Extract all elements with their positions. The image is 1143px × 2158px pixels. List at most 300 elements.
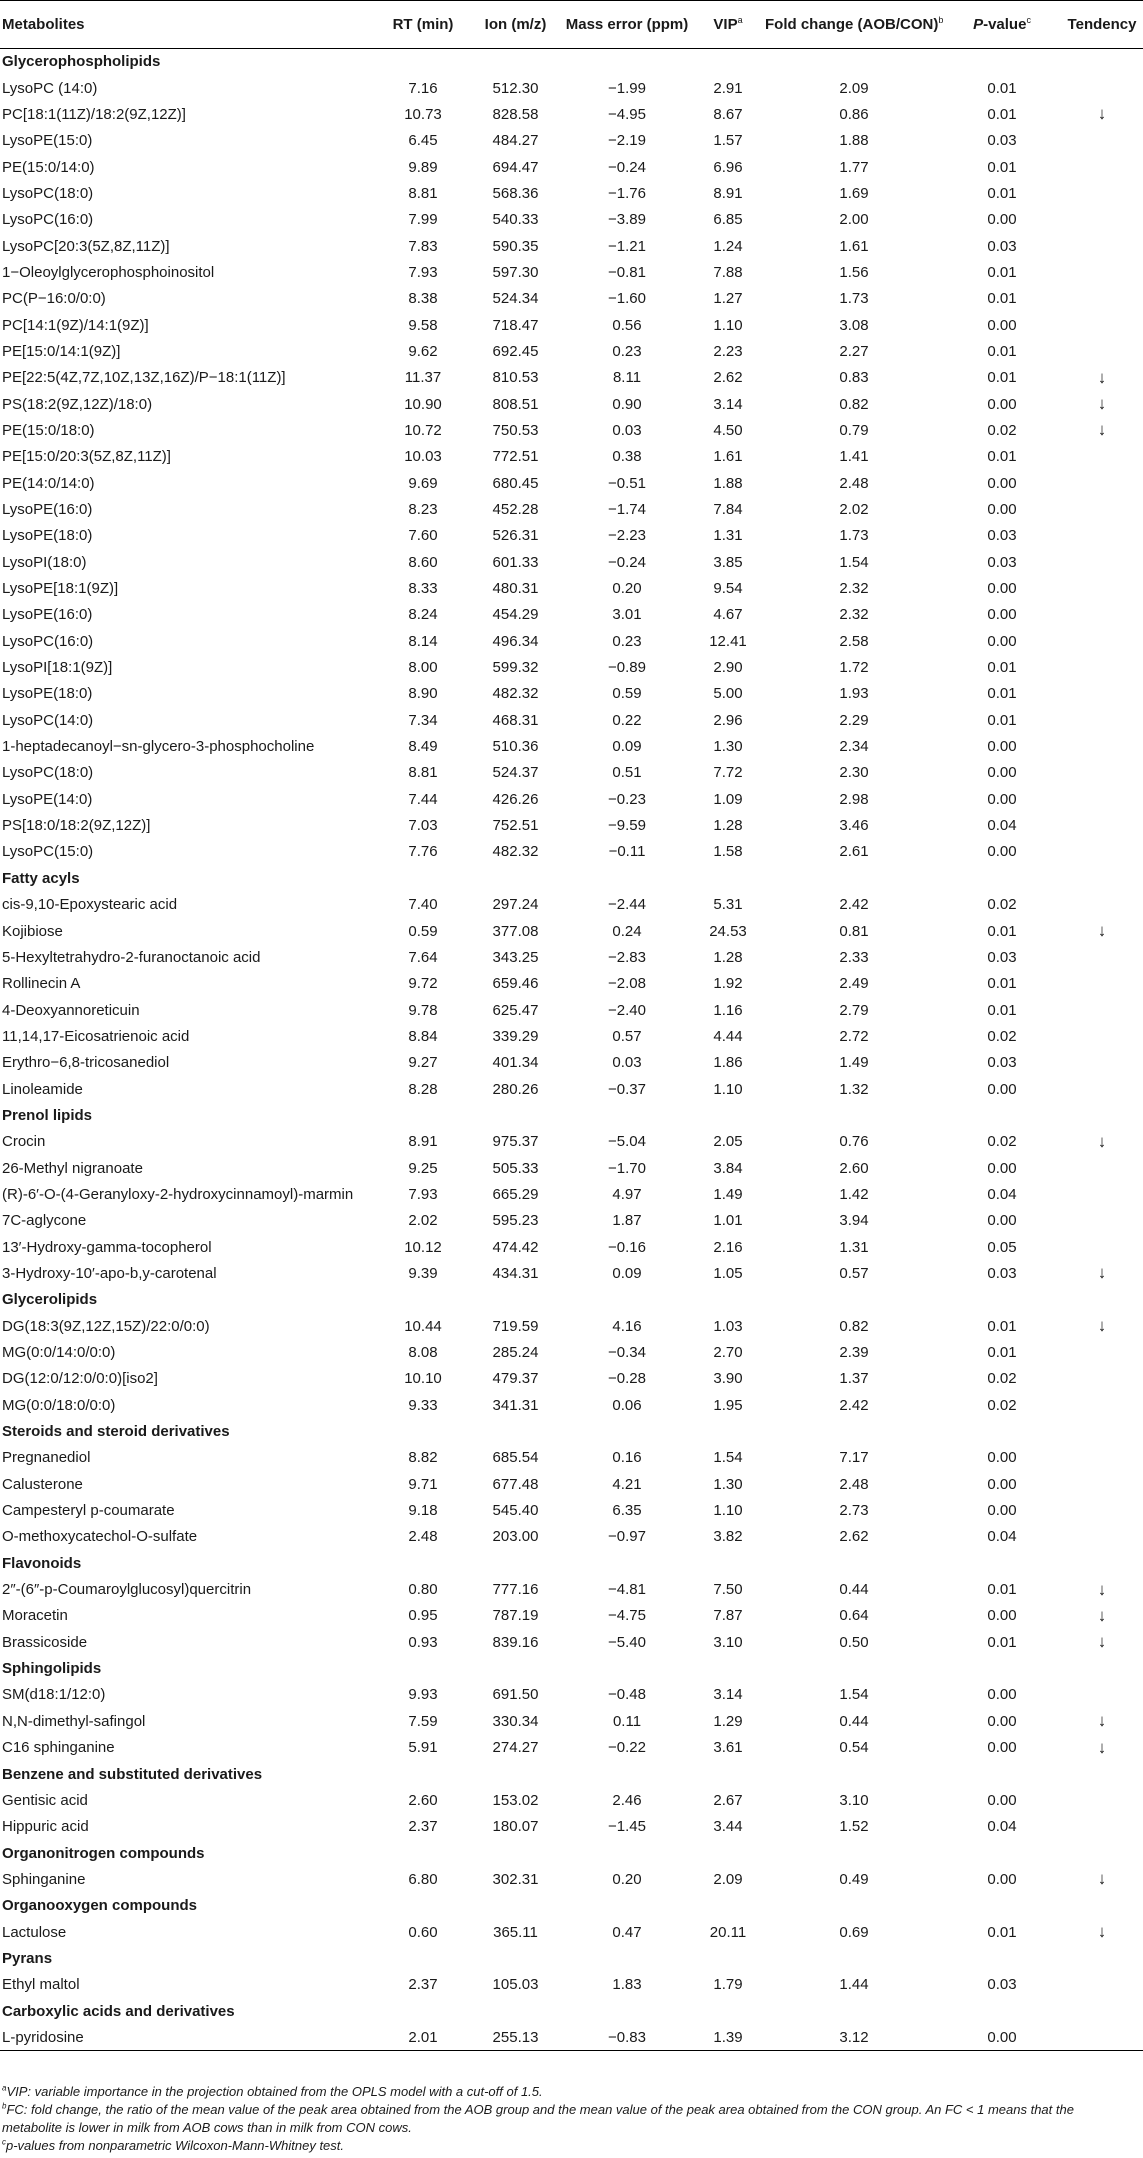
table-row <box>0 760 1143 786</box>
vip-cell: 1.24 <box>713 237 743 255</box>
metabolite-name-cell: 7C-aglycone <box>2 1212 87 1230</box>
metabolite-name-cell: Campesteryl p-coumarate <box>2 1502 175 1520</box>
tendency-cell <box>1061 1076 1143 1102</box>
ion-cell: 484.27 <box>492 132 539 150</box>
header-p-value-italic: P <box>973 16 984 33</box>
group-name: Steroids and steroid derivatives <box>2 1423 230 1441</box>
table-row <box>0 1603 1143 1629</box>
vip-cell: 7.87 <box>713 1607 743 1625</box>
vip-cell: 1.10 <box>713 1080 743 1098</box>
rt-cell: 9.25 <box>408 1159 438 1177</box>
p-value-cell: 0.01 <box>987 79 1017 97</box>
mass-error-cell: 0.57 <box>612 1027 642 1045</box>
header-mass-error: Mass error (ppm) <box>563 1 691 49</box>
vip-cell: 20.11 <box>709 1923 747 1941</box>
vip-cell: 1.28 <box>713 948 743 966</box>
table-row <box>0 1471 1143 1497</box>
mass-error-cell: −0.23 <box>608 790 646 808</box>
ion-cell: 601.33 <box>492 553 539 571</box>
tendency-cell <box>1061 549 1143 575</box>
vip-cell: 3.90 <box>713 1370 743 1388</box>
rt-cell: 7.93 <box>408 1185 438 1203</box>
table-row <box>0 654 1143 680</box>
fold-change-cell: 2.29 <box>839 711 869 729</box>
fold-change-cell: 2.32 <box>839 606 869 624</box>
tendency-cell: ↓ <box>1097 367 1107 387</box>
mass-error-cell: −0.28 <box>608 1370 646 1388</box>
mass-error-cell: −1.70 <box>608 1159 646 1177</box>
rt-cell: 8.08 <box>408 1344 438 1362</box>
ion-cell: 680.45 <box>492 474 539 492</box>
ion-cell: 343.25 <box>492 948 539 966</box>
table-row <box>0 233 1143 259</box>
vip-cell: 1.88 <box>713 474 743 492</box>
p-value-cell: 0.01 <box>987 1633 1017 1651</box>
table-row <box>0 1234 1143 1260</box>
metabolite-name-cell: LysoPE(15:0) <box>2 132 93 150</box>
mass-error-cell: 0.09 <box>612 738 642 756</box>
fold-change-cell: 2.09 <box>839 79 869 97</box>
table-row <box>0 101 1143 127</box>
mass-error-cell: −0.16 <box>608 1238 646 1256</box>
vip-cell: 1.30 <box>713 738 743 756</box>
rt-cell: 8.60 <box>408 553 438 571</box>
mass-error-cell: 3.01 <box>612 606 642 624</box>
fold-change-cell: 0.44 <box>839 1712 869 1730</box>
rt-cell: 0.60 <box>408 1923 438 1941</box>
footnote-text: p-values from nonparametric Wilcoxon-Mann-Whitney test. <box>6 2138 345 2153</box>
fold-change-cell: 1.37 <box>839 1370 869 1388</box>
p-value-cell: 0.00 <box>987 1791 1017 1809</box>
metabolite-name-cell: cis-9,10-Epoxystearic acid <box>2 896 178 914</box>
metabolite-name-cell: Gentisic acid <box>2 1791 88 1809</box>
mass-error-cell: −1.21 <box>608 237 646 255</box>
ion-cell: 426.26 <box>492 790 539 808</box>
tendency-cell <box>1061 971 1143 997</box>
ion-cell: 479.37 <box>492 1370 539 1388</box>
p-value-cell: 0.04 <box>987 1528 1017 1546</box>
p-value-cell: 0.01 <box>987 922 1017 940</box>
metabolite-name-cell: 5-Hexyltetrahydro-2-furanoctanoic acid <box>2 948 261 966</box>
table-row <box>0 496 1143 522</box>
tendency-cell <box>1061 1524 1143 1550</box>
group-header-row <box>0 1761 1143 1787</box>
tendency-cell <box>1061 892 1143 918</box>
rt-cell: 7.40 <box>408 896 438 914</box>
group-header-row <box>0 1102 1143 1128</box>
rt-cell: 10.12 <box>404 1238 442 1256</box>
metabolite-name-cell: LysoPC[20:3(5Z,8Z,11Z)] <box>2 237 170 255</box>
ion-cell: 526.31 <box>492 527 539 545</box>
mass-error-cell: −2.08 <box>608 975 646 993</box>
ion-cell: 545.40 <box>492 1502 539 1520</box>
rt-cell: 9.89 <box>408 158 438 176</box>
vip-cell: 8.67 <box>713 105 743 123</box>
metabolite-name-cell: PE[15:0/20:3(5Z,8Z,11Z)] <box>2 448 171 466</box>
mass-error-cell: −0.97 <box>608 1528 646 1546</box>
footnote-marker: c <box>2 2137 6 2147</box>
ion-cell: 480.31 <box>492 580 539 598</box>
group-name: Organonitrogen compounds <box>2 1844 205 1862</box>
vip-cell: 1.61 <box>713 448 743 466</box>
p-value-cell: 0.01 <box>987 711 1017 729</box>
mass-error-cell: −0.34 <box>608 1344 646 1362</box>
mass-error-cell: −1.45 <box>608 1818 646 1836</box>
rt-cell: 7.64 <box>408 948 438 966</box>
rt-cell: 2.37 <box>408 1818 438 1836</box>
vip-cell: 12.41 <box>709 632 747 650</box>
header-vip-label: VIP <box>713 16 738 33</box>
mass-error-cell: −2.40 <box>608 1001 646 1019</box>
fold-change-cell: 7.17 <box>839 1449 869 1467</box>
p-value-cell: 0.02 <box>987 1133 1017 1151</box>
vip-cell: 5.00 <box>713 685 743 703</box>
table-row <box>0 839 1143 865</box>
table-row <box>0 1260 1143 1286</box>
tendency-cell <box>1061 154 1143 180</box>
tendency-cell <box>1061 1682 1143 1708</box>
ion-cell: 599.32 <box>492 659 539 677</box>
table-body <box>0 49 1143 2051</box>
vip-cell: 1.09 <box>713 790 743 808</box>
p-value-cell: 0.00 <box>987 395 1017 413</box>
rt-cell: 8.38 <box>408 290 438 308</box>
rt-cell: 9.93 <box>408 1686 438 1704</box>
tendency-cell: ↓ <box>1097 1632 1107 1652</box>
fold-change-cell: 0.83 <box>839 369 869 387</box>
ion-cell: 597.30 <box>492 263 539 281</box>
metabolite-name-cell: Calusterone <box>2 1475 83 1493</box>
table-row <box>0 444 1143 470</box>
header-ion: Ion (m/z) <box>468 1 563 49</box>
vip-cell: 2.23 <box>713 342 743 360</box>
tendency-cell <box>1061 602 1143 628</box>
metabolite-name-cell: Lactulose <box>2 1923 67 1941</box>
metabolite-name-cell: N,N-dimethyl-safingol <box>2 1712 146 1730</box>
metabolite-name-cell: PE(14:0/14:0) <box>2 474 95 492</box>
group-header-row <box>0 1893 1143 1919</box>
mass-error-cell: 0.56 <box>612 316 642 334</box>
table-row <box>0 707 1143 733</box>
metabolite-name-cell: 2″-(6″-p-Coumaroylglucosyl)quercitrin <box>2 1581 252 1599</box>
p-value-cell: 0.00 <box>987 1607 1017 1625</box>
p-value-cell: 0.00 <box>987 474 1017 492</box>
ion-cell: 496.34 <box>492 632 539 650</box>
rt-cell: 8.49 <box>408 738 438 756</box>
rt-cell: 7.99 <box>408 211 438 229</box>
ion-cell: 454.29 <box>492 606 539 624</box>
ion-cell: 401.34 <box>492 1054 539 1072</box>
p-value-cell: 0.05 <box>987 1238 1017 1256</box>
mass-error-cell: 4.16 <box>612 1317 642 1335</box>
mass-error-cell: 6.35 <box>612 1502 642 1520</box>
tendency-cell <box>1061 1181 1143 1207</box>
vip-cell: 1.27 <box>713 290 743 308</box>
vip-cell: 7.50 <box>713 1581 743 1599</box>
ion-cell: 524.34 <box>492 290 539 308</box>
tendency-cell <box>1061 1471 1143 1497</box>
fold-change-cell: 1.88 <box>839 132 869 150</box>
tendency-cell <box>1061 1366 1143 1392</box>
table-row <box>0 365 1143 391</box>
header-rt: RT (min) <box>378 1 468 49</box>
group-name: Benzene and substituted derivatives <box>2 1765 263 1783</box>
p-value-cell: 0.01 <box>987 1581 1017 1599</box>
p-value-cell: 0.00 <box>987 1870 1017 1888</box>
fold-change-cell: 0.49 <box>839 1870 869 1888</box>
fold-change-cell: 0.44 <box>839 1581 869 1599</box>
ion-cell: 808.51 <box>492 395 539 413</box>
table-row <box>0 1576 1143 1602</box>
footnotes <box>2 2083 1122 2155</box>
metabolite-name-cell: PC[18:1(11Z)/18:2(9Z,12Z)] <box>2 105 186 123</box>
group-header-row <box>0 865 1143 891</box>
mass-error-cell: −9.59 <box>608 817 646 835</box>
p-value-cell: 0.00 <box>987 501 1017 519</box>
metabolite-name-cell: L-pyridosine <box>0 2024 378 2050</box>
rt-cell: 9.18 <box>408 1502 438 1520</box>
table-row <box>0 1392 1143 1418</box>
rt-cell: 2.60 <box>408 1791 438 1809</box>
table-row <box>0 75 1143 101</box>
fold-change-cell: 0.76 <box>839 1133 869 1151</box>
vip-cell: 1.05 <box>713 1264 743 1282</box>
group-header-row <box>0 1418 1143 1444</box>
p-value-cell: 0.03 <box>987 1976 1017 1994</box>
tendency-cell: ↓ <box>1097 1316 1107 1336</box>
metabolite-name-cell: PE[22:5(4Z,7Z,10Z,13Z,16Z)/P−18:1(11Z)] <box>2 369 286 387</box>
vip-cell: 1.58 <box>713 843 743 861</box>
tendency-cell: ↓ <box>1097 1922 1107 1942</box>
vip-cell: 1.39 <box>691 2024 765 2050</box>
metabolite-name-cell: Moracetin <box>2 1607 68 1625</box>
ion-cell: 377.08 <box>492 922 539 940</box>
p-value-cell: 0.01 <box>987 448 1017 466</box>
fold-change-cell: 1.32 <box>839 1080 869 1098</box>
ion-cell: 285.24 <box>492 1344 539 1362</box>
ion-cell: 512.30 <box>492 79 539 97</box>
mass-error-cell: 0.24 <box>612 922 642 940</box>
tendency-cell: ↓ <box>1097 1711 1107 1731</box>
mass-error-cell: 0.51 <box>612 764 642 782</box>
mass-error-cell: −0.24 <box>608 158 646 176</box>
footnote-marker: a <box>2 2083 7 2093</box>
metabolite-name-cell: LysoPC(18:0) <box>2 764 94 782</box>
p-value-cell: 0.02 <box>987 421 1017 439</box>
table-row <box>0 154 1143 180</box>
group-name: Pyrans <box>2 1949 53 1967</box>
metabolite-name-cell: LysoPI(18:0) <box>2 553 87 571</box>
fold-change-cell: 2.42 <box>839 1396 869 1414</box>
ion-cell: 339.29 <box>492 1027 539 1045</box>
metabolite-name-cell: 1−Oleoylglycerophosphoinositol <box>2 263 215 281</box>
vip-cell: 7.84 <box>713 501 743 519</box>
table-row <box>0 549 1143 575</box>
vip-cell: 1.54 <box>713 1449 743 1467</box>
group-header-row <box>0 1287 1143 1313</box>
vip-cell: 1.10 <box>713 316 743 334</box>
vip-cell: 1.95 <box>713 1396 743 1414</box>
mass-error-cell: −0.83 <box>563 2024 691 2050</box>
vip-cell: 1.01 <box>713 1212 743 1230</box>
ion-cell: 474.42 <box>492 1238 539 1256</box>
ion-cell: 694.47 <box>492 158 539 176</box>
fold-change-cell: 0.79 <box>839 421 869 439</box>
fold-change-cell: 2.00 <box>839 211 869 229</box>
rt-cell: 9.78 <box>408 1001 438 1019</box>
p-value-cell: 0.01 <box>987 184 1017 202</box>
table-row <box>0 1735 1143 1761</box>
tendency-cell: ↓ <box>1097 1605 1107 1625</box>
ion-cell: 153.02 <box>492 1791 539 1809</box>
vip-cell: 2.05 <box>713 1133 743 1151</box>
tendency-cell <box>1061 654 1143 680</box>
vip-cell: 7.88 <box>713 263 743 281</box>
p-value-cell: 0.01 <box>987 105 1017 123</box>
tendency-cell <box>1061 681 1143 707</box>
table-row <box>0 1445 1143 1471</box>
group-name: Glycerolipids <box>2 1291 98 1309</box>
metabolite-name-cell: Brassicoside <box>2 1633 88 1651</box>
p-value-cell: 0.01 <box>987 263 1017 281</box>
p-value-cell: 0.04 <box>987 817 1017 835</box>
ion-cell: 540.33 <box>492 211 539 229</box>
fold-change-cell: 1.73 <box>839 527 869 545</box>
p-value-cell: 0.02 <box>987 1027 1017 1045</box>
vip-cell: 2.16 <box>713 1238 743 1256</box>
ion-cell: 524.37 <box>492 764 539 782</box>
fold-change-cell: 2.42 <box>839 896 869 914</box>
metabolite-name-cell: Sphinganine <box>2 1870 86 1888</box>
ion-cell: 810.53 <box>492 369 539 387</box>
table-row <box>0 1787 1143 1813</box>
fold-change-cell: 2.27 <box>839 342 869 360</box>
tendency-cell <box>1061 760 1143 786</box>
p-value-cell: 0.00 <box>987 1712 1017 1730</box>
ion-cell: 302.31 <box>492 1870 539 1888</box>
header-p-value <box>943 1 1061 49</box>
ion-cell: 752.51 <box>492 817 539 835</box>
metabolite-name-cell: PE(15:0/14:0) <box>2 158 95 176</box>
tendency-cell: ↓ <box>1097 104 1107 124</box>
vip-cell: 2.96 <box>713 711 743 729</box>
metabolite-name-cell: LysoPI[18:1(9Z)] <box>2 659 113 677</box>
ion-cell: 274.27 <box>492 1739 539 1757</box>
p-value-cell: 0.03 <box>987 132 1017 150</box>
p-value-cell: 0.01 <box>987 975 1017 993</box>
vip-cell: 1.16 <box>713 1001 743 1019</box>
mass-error-cell: 0.20 <box>612 580 642 598</box>
table-row <box>0 681 1143 707</box>
mass-error-cell: 0.23 <box>612 342 642 360</box>
header-fold-change <box>765 1 943 49</box>
mass-error-cell: −4.81 <box>608 1581 646 1599</box>
mass-error-cell: −0.51 <box>608 474 646 492</box>
group-header-row <box>0 1945 1143 1971</box>
table-row <box>0 1524 1143 1550</box>
metabolite-name-cell: 13′-Hydroxy-gamma-tocopherol <box>2 1238 212 1256</box>
rt-cell: 2.37 <box>408 1976 438 1994</box>
fold-change-cell: 3.08 <box>839 316 869 334</box>
ion-cell: 772.51 <box>492 448 539 466</box>
mass-error-cell: −2.23 <box>608 527 646 545</box>
rt-cell: 9.72 <box>408 975 438 993</box>
ion-cell: 685.54 <box>492 1449 539 1467</box>
ion-cell: 839.16 <box>492 1633 539 1651</box>
fold-change-cell: 1.93 <box>839 685 869 703</box>
metabolite-name-cell: Crocin <box>2 1133 46 1151</box>
tendency-cell <box>1061 1392 1143 1418</box>
mass-error-cell: −0.48 <box>608 1686 646 1704</box>
metabolite-name-cell: Rollinecin A <box>2 975 81 993</box>
vip-cell: 3.14 <box>713 1686 743 1704</box>
mass-error-cell: −0.89 <box>608 659 646 677</box>
ion-cell: 975.37 <box>492 1133 539 1151</box>
fold-change-cell: 0.81 <box>839 922 869 940</box>
mass-error-cell: 0.59 <box>612 685 642 703</box>
rt-cell: 8.28 <box>408 1080 438 1098</box>
vip-cell: 1.03 <box>713 1317 743 1335</box>
table-row <box>0 733 1143 759</box>
rt-cell: 8.81 <box>408 184 438 202</box>
header-fold-change-sup: b <box>938 15 944 25</box>
metabolite-name-cell: Hippuric acid <box>2 1818 89 1836</box>
ion-cell: 568.36 <box>492 184 539 202</box>
rt-cell: 8.81 <box>408 764 438 782</box>
table-row <box>0 286 1143 312</box>
table-row <box>0 128 1143 154</box>
mass-error-cell: 1.83 <box>612 1976 642 1994</box>
fold-change-cell: 1.44 <box>839 1976 869 1994</box>
metabolite-name-cell: LysoPE(18:0) <box>2 527 93 545</box>
table-row <box>0 971 1143 997</box>
table-row <box>0 1814 1143 1840</box>
fold-change-cell: 0.82 <box>839 1317 869 1335</box>
vip-cell: 2.90 <box>713 659 743 677</box>
metabolite-name-cell: DG(18:3(9Z,12Z,15Z)/22:0/0:0) <box>2 1317 210 1335</box>
rt-cell: 8.23 <box>408 501 438 519</box>
ion-cell: 505.33 <box>492 1159 539 1177</box>
p-value-cell: 0.01 <box>987 659 1017 677</box>
vip-cell: 1.29 <box>713 1712 743 1730</box>
vip-cell: 3.10 <box>713 1633 743 1651</box>
metabolite-name-cell: 26-Methyl nigranoate <box>2 1159 143 1177</box>
vip-cell: 3.14 <box>713 395 743 413</box>
header-tendency: Tendency <box>1061 1 1143 49</box>
p-value-cell: 0.00 <box>987 738 1017 756</box>
mass-error-cell: 4.21 <box>612 1475 642 1493</box>
fold-change-cell: 1.42 <box>839 1185 869 1203</box>
rt-cell: 7.93 <box>408 263 438 281</box>
fold-change-cell: 2.72 <box>839 1027 869 1045</box>
mass-error-cell: 0.03 <box>612 421 642 439</box>
metabolite-name-cell: LysoPC(14:0) <box>2 711 94 729</box>
vip-cell: 3.82 <box>713 1528 743 1546</box>
metabolite-name-cell: LysoPE(14:0) <box>2 790 93 808</box>
tendency-cell: ↓ <box>1097 394 1107 414</box>
ion-cell: 787.19 <box>492 1607 539 1625</box>
group-header-row <box>0 1998 1143 2024</box>
p-value-cell: 0.01 <box>987 1001 1017 1019</box>
table-row <box>0 1155 1143 1181</box>
tendency-cell <box>1061 233 1143 259</box>
metabolite-name-cell: LysoPC (14:0) <box>2 79 98 97</box>
rt-cell: 7.83 <box>408 237 438 255</box>
rt-cell: 7.03 <box>408 817 438 835</box>
fold-change-cell: 1.69 <box>839 184 869 202</box>
group-name: Prenol lipids <box>2 1106 93 1124</box>
metabolite-name-cell: DG(12:0/12:0/0:0)[iso2] <box>2 1370 158 1388</box>
